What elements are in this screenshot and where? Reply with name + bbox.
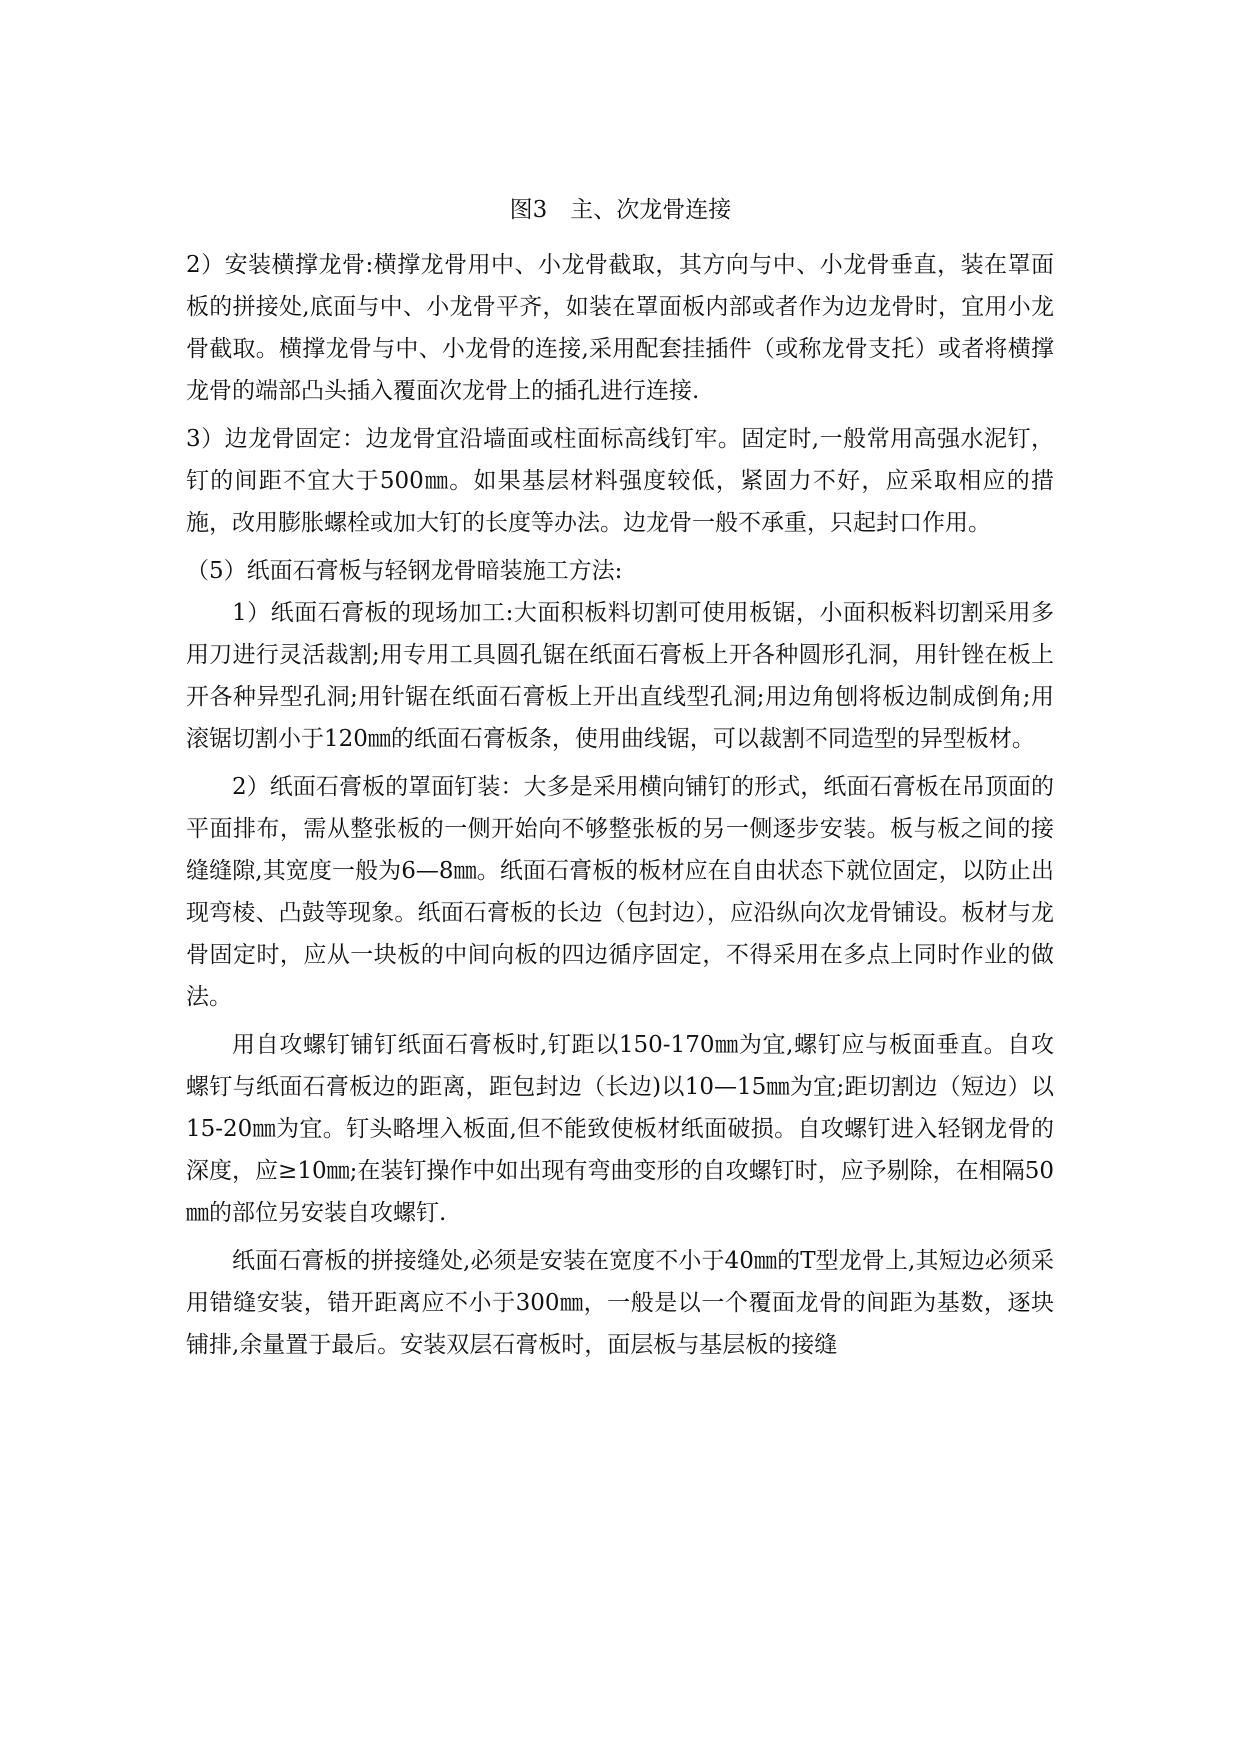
- paragraph-board-nailing: 2）纸面石膏板的罩面钉装：大多是采用横向铺钉的形式，纸面石膏板在吊顶面的平面排布，需从整张板的一侧开始向不够整张板的另一侧逐步安装。板与板之间的接缝缝隙,其宽度一般为6—8㎜。纸面石膏板的板材应在自由状态下就位固定，以防止出现弯棱、凸鼓等现象。纸面石膏板的长边（包封边），应沿纵向次龙骨铺设。板材与龙骨固定时，应从一块板的中间向板的四边循序固定，不得采用在多点上同时作业的做法。: [186, 774, 1054, 1010]
- paragraph-install-cross-keel: 2）安装横撑龙骨:横撑龙骨用中、小龙骨截取，其方向与中、小龙骨垂直，装在罩面板的拼接处,底面与中、小龙骨平齐，如装在罩面板内部或者作为边龙骨时，宜用小龙骨截取。横撑龙骨与中、小龙骨的连接,采用配套挂插件（或称龙骨支托）或者将横撑龙骨的端部凸头插入覆面次龙骨上的插孔进行连接.: [186, 252, 1054, 404]
- section-heading-gypsum-board: （5）纸面石膏板与轻钢龙骨暗装施工方法:: [186, 558, 623, 584]
- body-text: [186, 244, 1054, 1366]
- paragraph-edge-keel-fixing: 3）边龙骨固定：边龙骨宜沿墙面或柱面标高线钉牢。固定时,一般常用高强水泥钉，钉的间距不宜大于500㎜。如果基层材料强度较低，紧固力不好，应采取相应的措施，改用膨胀螺栓或加大钉的长度等办法。边龙骨一般不承重，只起封口作用。: [186, 426, 1054, 536]
- paragraph-joint-installation: 纸面石膏板的拼接缝处,必须是安装在宽度不小于40㎜的T型龙骨上,其短边必须采用错缝安装，错开距离应不小于300㎜，一般是以一个覆面龙骨的间距为基数，逐块铺排,余量置于最后。安装双层石膏板时，面层板与基层板的接缝: [186, 1248, 1054, 1358]
- figure-caption: 图3 主、次龙骨连接: [509, 197, 732, 223]
- paragraph-self-tapping-screws: 用自攻螺钉铺钉纸面石膏板时,钉距以150-170㎜为宜,螺钉应与板面垂直。自攻螺钉与纸面石膏板边的距离，距包封边（长边)以10—15㎜为宜;距切割边（短边）以15-20㎜为宜。钉头略埋入板面,但不能致使板材纸面破损。自攻螺钉进入轻钢龙骨的深度，应≥10㎜;在装钉操作中如出现有弯曲变形的自攻螺钉时，应予剔除，在相隔50㎜的部位另安装自攻螺钉.: [186, 1032, 1054, 1226]
- paragraph-site-processing: 1）纸面石膏板的现场加工:大面积板料切割可使用板锯，小面积板料切割采用多用刀进行灵活裁割;用专用工具圆孔锯在纸面石膏板上开各种圆形孔洞，用针锉在板上开各种异型孔洞;用针锯在纸面石膏板上开出直线型孔洞;用边角刨将板边制成倒角;用滚锯切割小于120㎜的纸面石膏板条，使用曲线锯，可以裁割不同造型的异型板材。: [186, 600, 1054, 752]
